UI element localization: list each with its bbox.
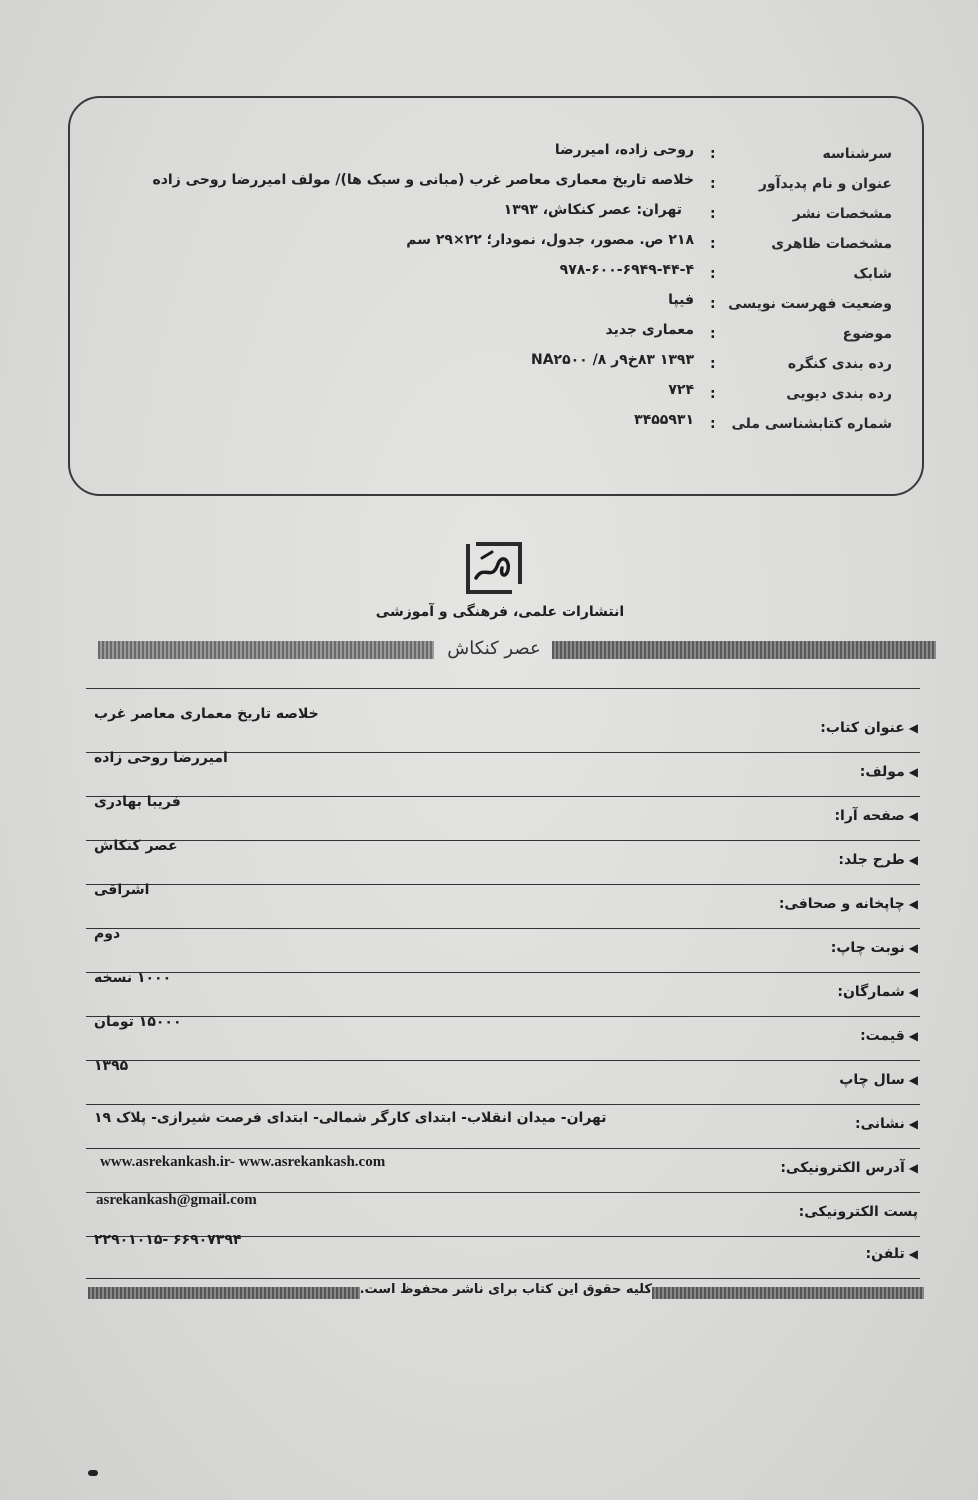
colophon-label: تلفن: [865, 1246, 905, 1262]
colophon-row [86, 1232, 920, 1279]
colophon-label: عنوان کتاب: [820, 720, 905, 736]
colophon-row [86, 926, 920, 973]
colophon-value: اشراقی [94, 882, 150, 898]
rights-notice: کلیه حقوق این کتاب برای ناشر محفوظ است. [359, 1282, 652, 1297]
cip-value: ۳۴۵۵۹۳۱ [634, 412, 694, 428]
colophon-label: نشانی: [854, 1116, 905, 1132]
cip-label: موضوع [842, 326, 892, 342]
colophon-label: مولف: [859, 764, 905, 780]
colophon-label: آدرس الکترونیکی: [780, 1160, 905, 1176]
cip-row-status: وضعیت فهرست نویسی : فیپا [668, 292, 892, 312]
colophon-label: نوبت چاپ: [830, 940, 905, 956]
cip-row-title: عنوان و نام پدیدآور : خلاصه تاریخ معماری معاصر غرب (مبانی و سبک ها)/ مولف امیررضا روحی زاده [152, 172, 892, 192]
colophon-label: چاپخانه و صحافی: [778, 896, 905, 912]
colophon-row [86, 882, 920, 929]
triangle-bullet-icon: ◀ [908, 1117, 918, 1131]
cip-label: مشخصات ظاهری [771, 236, 892, 252]
colophon-value: عصر کنکاش [94, 838, 178, 854]
colophon-row [86, 1192, 920, 1237]
cip-row-physical: مشخصات ظاهری : ۲۱۸ ص. مصور، جدول، نمودار؛ ۲۲×۲۹ س‍م [406, 232, 892, 252]
colophon-row [86, 794, 920, 841]
cip-row-isbn: شابک : ۹۷۸-۶۰۰-۶۹۴۹-۴۴-۴ [559, 262, 892, 282]
decorative-band [652, 1287, 924, 1299]
publisher-name: عصر کنکاش [447, 638, 541, 659]
website-link[interactable]: www.asrekankash.ir- www.asrekankash.com [100, 1154, 386, 1170]
cip-row-national-number: شماره کتابشناسی ملی : ۳۴۵۵۹۳۱ [634, 412, 892, 432]
colophon-label: سال چاپ [839, 1072, 905, 1088]
triangle-bullet-icon: ◀ [908, 765, 918, 779]
cip-value: روحی زاده، امیررضا [554, 142, 694, 158]
triangle-bullet-icon: ◀ [908, 1247, 918, 1261]
colophon-value: تهران- میدان انقلاب- ابتدای کارگر شمالی- ابتدای فرصت شیرازی- پلاک ۱۹ [94, 1110, 607, 1126]
triangle-bullet-icon: ◀ [908, 721, 918, 735]
cip-row-heading: سرشناسه : روحی زاده، امیررضا [554, 142, 892, 162]
colophon-top-rule [86, 688, 920, 689]
colophon-value: ۱۳۹۵ [94, 1058, 129, 1074]
cip-label: عنوان و نام پدیدآور [758, 176, 892, 192]
triangle-bullet-icon: ◀ [908, 985, 918, 999]
cip-row-publication: مشخصات نشر : تهران: عصر کنکاش، ۱۳۹۳ [503, 202, 892, 222]
decorative-band [88, 1287, 360, 1299]
cip-value: تهران: عصر کنکاش، ۱۳۹۳ [503, 202, 682, 218]
cip-value: ۷۲۴ [668, 382, 694, 398]
triangle-bullet-icon: ◀ [908, 809, 918, 823]
colophon-label: پست الکترونیکی: [798, 1204, 918, 1220]
colophon-row [86, 1014, 920, 1061]
triangle-bullet-icon: ◀ [908, 1161, 918, 1175]
colophon-value: ۱۵۰۰۰ تومان [94, 1014, 182, 1030]
cip-row-subject: موضوع : معماری جدید [605, 322, 892, 342]
colophon-label: طرح جلد: [838, 852, 905, 868]
triangle-bullet-icon: ◀ [908, 897, 918, 911]
cip-label: سرشناسه [822, 146, 892, 162]
cip-label: شابک [853, 266, 892, 282]
email-link[interactable]: asrekankash@gmail.com [96, 1192, 257, 1208]
cip-label: مشخصات نشر [792, 206, 892, 222]
cip-label: رده بندی دیویی [786, 386, 892, 402]
triangle-bullet-icon: ◀ [908, 853, 918, 867]
cip-value: فیپا [668, 292, 694, 308]
ink-mark [88, 1470, 98, 1476]
colophon-row [86, 1058, 920, 1105]
cip-value: ۹۷۸-۶۰۰-۶۹۴۹-۴۴-۴ [559, 262, 694, 278]
cip-box [68, 96, 924, 496]
cip-value: خلاصه تاریخ معماری معاصر غرب (مبانی و سبک ها)/ مولف امیررضا روحی زاده [152, 172, 694, 188]
cip-row-lc-class: رده بندی کنگره : ۱۳۹۳ ۸۳خ۹ر ۸/ NA۲۵۰۰ [530, 352, 892, 372]
colophon-label: قیمت: [860, 1028, 905, 1044]
colophon-value: دوم [94, 926, 121, 942]
cip-label: شماره کتابشناسی ملی [731, 416, 892, 432]
colophon-value: امیررضا روحی زاده [94, 750, 228, 766]
decorative-band [98, 641, 434, 659]
publisher-tagline: انتشارات علمی، فرهنگی و آموزشی [375, 604, 625, 620]
colophon-value: ۱۰۰۰ نسخه [94, 970, 172, 986]
colophon-label: شمارگان: [837, 984, 905, 1000]
colophon-value: فریبا بهادری [94, 794, 181, 810]
cip-value: ۱۳۹۳ ۸۳خ۹ر ۸/ NA۲۵۰۰ [530, 352, 694, 368]
colophon-row [86, 838, 920, 885]
decorative-band [552, 641, 936, 659]
colophon-row [86, 706, 920, 753]
cip-value: معماری جدید [605, 322, 694, 338]
triangle-bullet-icon: ◀ [908, 1029, 918, 1043]
triangle-bullet-icon: ◀ [908, 1073, 918, 1087]
publisher-logo-icon [462, 534, 526, 598]
colophon-label: صفحه آرا: [834, 808, 905, 824]
colophon-row [86, 750, 920, 797]
colophon-row [86, 1152, 920, 1193]
cip-row-dewey: رده بندی دیویی : ۷۲۴ [668, 382, 892, 402]
cip-value: ۲۱۸ ص. مصور، جدول، نمودار؛ ۲۲×۲۹ س‍م [406, 232, 694, 248]
colophon-row [86, 1108, 920, 1149]
cip-label: وضعیت فهرست نویسی [728, 296, 892, 312]
colophon-value: خلاصه تاریخ معماری معاصر غرب [94, 706, 319, 722]
triangle-bullet-icon: ◀ [908, 941, 918, 955]
cip-label: رده بندی کنگره [787, 356, 892, 372]
colophon-row [86, 970, 920, 1017]
colophon-value: ۶۶۹۰۷۳۹۴ -۲۲۹۰۱۰۱۵ [94, 1232, 242, 1248]
